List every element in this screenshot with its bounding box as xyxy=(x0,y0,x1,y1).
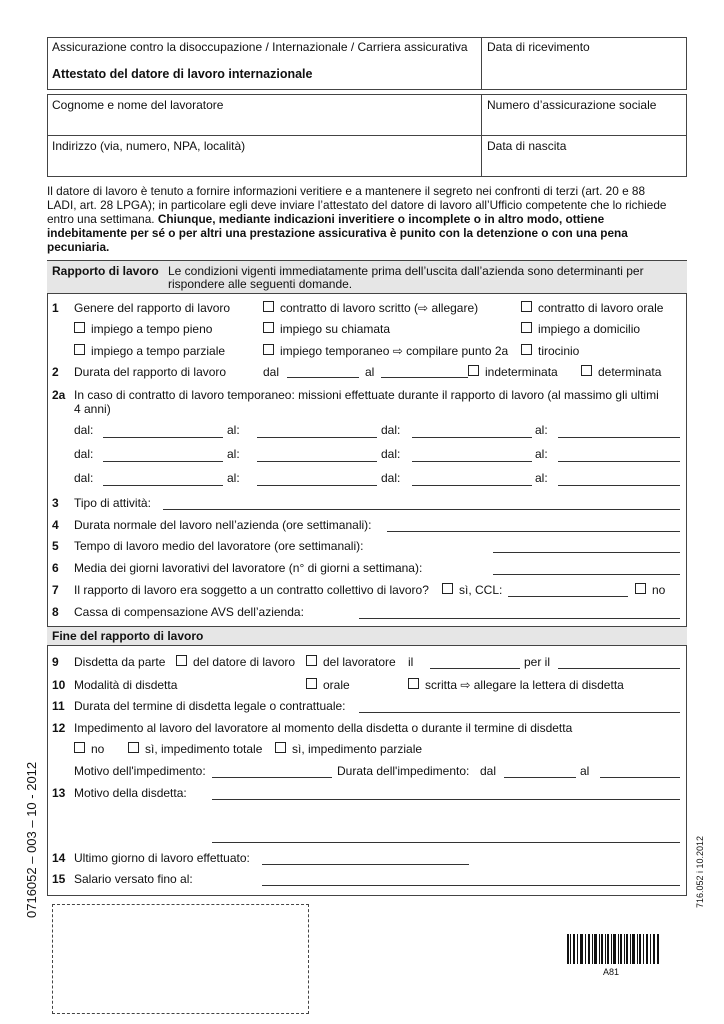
q2-to-input[interactable] xyxy=(381,377,468,378)
ccl-name-input[interactable] xyxy=(508,596,628,597)
q13-number: 13 xyxy=(52,786,66,800)
checkbox-written-termination[interactable] xyxy=(408,678,419,689)
q2a-to-label: al: xyxy=(535,447,548,461)
checkbox-oral-contract[interactable] xyxy=(521,301,532,312)
q3-number: 3 xyxy=(52,496,59,510)
q5-number: 5 xyxy=(52,539,59,553)
stamp-area[interactable] xyxy=(52,904,309,1014)
q10-label: Modalità di disdetta xyxy=(74,678,178,692)
birthdate-field[interactable]: Data di nascita xyxy=(487,139,567,153)
q1-opt-temporary: impiego temporaneo ⇨ compilare punto 2a xyxy=(280,344,509,358)
checkbox-parttime[interactable] xyxy=(74,344,85,355)
checkbox-fulltime[interactable] xyxy=(74,322,85,333)
q11-label: Durata del termine di disdetta legale o contrattuale: xyxy=(74,699,346,713)
q2-opt-definite: determinata xyxy=(598,365,662,379)
q6-label: Media dei giorni lavorativi del lavoratore (n° di giorni a settimana): xyxy=(74,561,423,575)
last-workday-input[interactable] xyxy=(262,864,469,865)
impediment-from-input[interactable] xyxy=(504,777,576,778)
checkbox-oral-termination[interactable] xyxy=(306,678,317,689)
q7-number: 7 xyxy=(52,583,59,597)
q2a-to-input[interactable] xyxy=(257,461,377,462)
q10-number: 10 xyxy=(52,678,66,692)
q2a-to-label: al: xyxy=(227,447,240,461)
q2a-from-label: dal: xyxy=(381,423,401,437)
q2-from-label: dal xyxy=(263,365,280,379)
q2-from-input[interactable] xyxy=(287,377,359,378)
q2-label: Durata del rapporto di lavoro xyxy=(74,365,227,379)
q12-duration-label: Durata dell'impedimento: xyxy=(337,764,470,778)
form-subtitle: Assicurazione contro la disoccupazione / Internazionale / Carriera assicurativa xyxy=(52,40,468,54)
q1-opt-apprentice: tirocinio xyxy=(538,344,580,358)
intro-line-2: LADI, art. 28 LPGA); in particolare egli deve inviare l’attestato del datore di lavoro all’Ufficio competente che lo richiede xyxy=(47,198,667,212)
q2-number: 2 xyxy=(52,365,59,379)
q2a-from-label: dal: xyxy=(74,447,94,461)
section-termination-title: Fine del rapporto di lavoro xyxy=(52,629,204,643)
q7-yes-label: sì, CCL: xyxy=(459,583,503,597)
q1-opt-fulltime: impiego a tempo pieno xyxy=(91,322,213,336)
q2a-number: 2a xyxy=(52,388,66,402)
q2a-from-label: dal: xyxy=(381,471,401,485)
right-form-code: 716.052 i 10.2012 xyxy=(695,835,705,908)
average-days-input[interactable] xyxy=(493,574,680,575)
checkbox-impediment-total[interactable] xyxy=(128,742,139,753)
q2a-to-input[interactable] xyxy=(257,437,377,438)
termination-reason-input-2[interactable] xyxy=(212,842,680,843)
q2a-from-input[interactable] xyxy=(103,485,223,486)
q14-number: 14 xyxy=(52,851,66,865)
checkbox-home[interactable] xyxy=(521,322,532,333)
q2a-to-label: al: xyxy=(227,423,240,437)
q2a-line-1: In caso di contratto di lavoro temporaneo: missioni effettuate durante il rapporto di lavoro (al massimo gli ultimi xyxy=(74,388,659,402)
q11-number: 11 xyxy=(52,699,65,713)
worker-name-field[interactable]: Cognome e nome del lavoratore xyxy=(52,98,224,112)
q9-on-label: il xyxy=(408,655,414,669)
q1-opt-parttime: impiego a tempo parziale xyxy=(91,344,226,358)
q2a-to-label: al: xyxy=(535,471,548,485)
impediment-reason-input[interactable] xyxy=(212,777,332,778)
section-employment-desc-1: Le condizioni vigenti immediatamente prima dell’uscita dall’azienda sono determinanti per xyxy=(168,264,644,278)
q10-opt-written: scritta ⇨ allegare la lettera di disdetta xyxy=(425,678,624,692)
checkbox-employer-termination[interactable] xyxy=(176,655,187,666)
q12-opt-partial: sì, impedimento parziale xyxy=(292,742,423,756)
q6-number: 6 xyxy=(52,561,59,575)
activity-type-input[interactable] xyxy=(163,509,680,510)
q1-opt-oral: contratto di lavoro orale xyxy=(538,301,664,315)
q9-opt-worker: del lavoratore xyxy=(323,655,396,669)
salary-paid-until-input[interactable] xyxy=(262,885,680,886)
checkbox-definite[interactable] xyxy=(581,365,592,376)
checkbox-ccl-yes[interactable] xyxy=(442,583,453,594)
section-employment-desc-2: rispondere alle seguenti domande. xyxy=(168,277,353,291)
checkbox-ccl-no[interactable] xyxy=(635,583,646,594)
q8-label: Cassa di compensazione AVS dell’azienda: xyxy=(74,605,304,619)
q12-from-label: dal xyxy=(480,764,497,778)
q2a-from-input[interactable] xyxy=(103,461,223,462)
q4-number: 4 xyxy=(52,518,59,532)
intro-line-1: Il datore di lavoro è tenuto a fornire informazioni veritiere e a mantenere il segreto nei confronti di terzi (art. 20 e 88 xyxy=(47,184,646,198)
normal-hours-input[interactable] xyxy=(387,531,680,532)
checkbox-impediment-partial[interactable] xyxy=(275,742,286,753)
q1-opt-home: impiego a domicilio xyxy=(538,322,641,336)
intro-line-4: indebitamente per sé o per altri una prestazione assicurativa è punito con la detenzione o con una pena xyxy=(47,226,628,240)
q1-opt-oncall: impiego su chiamata xyxy=(280,322,391,336)
notice-period-input[interactable] xyxy=(359,712,680,713)
q8-number: 8 xyxy=(52,605,59,619)
checkbox-impediment-no[interactable] xyxy=(74,742,85,753)
q5-label: Tempo di lavoro medio del lavoratore (ore settimanali): xyxy=(74,539,364,553)
address-field[interactable]: Indirizzo (via, numero, NPA, località) xyxy=(52,139,246,153)
q7-label: Il rapporto di lavoro era soggetto a un contratto collettivo di lavoro? xyxy=(74,583,429,597)
q2-opt-indefinite: indeterminata xyxy=(485,365,558,379)
q12-number: 12 xyxy=(52,721,66,735)
q1-label: Genere del rapporto di lavoro xyxy=(74,301,231,315)
q9-for-label: per il xyxy=(524,655,551,669)
avs-fund-input[interactable] xyxy=(359,618,680,619)
q7-no-label: no xyxy=(652,583,666,597)
q14-label: Ultimo giorno di lavoro effettuato: xyxy=(74,851,250,865)
intro-line-3: entro una settimana. Chiunque, mediante indicazioni inveritiere o incomplete o in altro modo, ottiene xyxy=(47,212,605,226)
termination-effective-input[interactable] xyxy=(558,668,680,669)
q2a-from-input[interactable] xyxy=(412,485,532,486)
q4-label: Durata normale del lavoro nell’azienda (ore settimanali): xyxy=(74,518,372,532)
barcode xyxy=(567,934,659,964)
q15-label: Salario versato fino al: xyxy=(74,872,193,886)
q2a-to-label: al: xyxy=(227,471,240,485)
q10-opt-oral: orale xyxy=(323,678,350,692)
q2a-line-2: 4 anni) xyxy=(74,402,111,416)
q2a-to-input[interactable] xyxy=(558,437,680,438)
checkbox-indefinite[interactable] xyxy=(468,365,479,376)
q2a-from-label: dal: xyxy=(381,447,401,461)
q3-label: Tipo di attività: xyxy=(74,496,151,510)
q12-opt-total: sì, impedimento totale xyxy=(145,742,263,756)
q2-to-label: al xyxy=(365,365,375,379)
q15-number: 15 xyxy=(52,872,66,886)
q9-label: Disdetta da parte xyxy=(74,655,166,669)
q1-number: 1 xyxy=(52,301,59,315)
q2a-to-input[interactable] xyxy=(257,485,377,486)
q12-label: Impedimento al lavoro del lavoratore al momento della disdetta o durante il termine di disdetta xyxy=(74,721,573,735)
checkbox-worker-termination[interactable] xyxy=(306,655,317,666)
ssn-field[interactable]: Numero d’assicurazione sociale xyxy=(487,98,657,112)
form-title: Attestato del datore di lavoro internazionale xyxy=(52,67,313,81)
q2a-from-input[interactable] xyxy=(412,461,532,462)
section-employment-title: Rapporto di lavoro xyxy=(52,264,159,278)
q9-number: 9 xyxy=(52,655,59,669)
intro-line-5: pecuniaria. xyxy=(47,240,110,254)
q12-opt-no: no xyxy=(91,742,105,756)
impediment-to-input[interactable] xyxy=(600,777,680,778)
termination-date-input[interactable] xyxy=(430,668,520,669)
termination-reason-input-1[interactable] xyxy=(212,799,680,800)
checkbox-written-contract[interactable] xyxy=(263,301,274,312)
q2a-to-label: al: xyxy=(535,423,548,437)
checkbox-temporary[interactable] xyxy=(263,344,274,355)
q2a-to-input[interactable] xyxy=(558,485,680,486)
q12-reason-label: Motivo dell'impedimento: xyxy=(74,764,206,778)
q13-label: Motivo della disdetta: xyxy=(74,786,187,800)
q9-opt-employer: del datore di lavoro xyxy=(193,655,296,669)
q2a-to-input[interactable] xyxy=(558,461,680,462)
q12-to-label: al xyxy=(580,764,590,778)
barcode-label: A81 xyxy=(603,967,620,977)
date-received-label: Data di ricevimento xyxy=(487,40,590,54)
q2a-from-label: dal: xyxy=(74,423,94,437)
q2a-from-input[interactable] xyxy=(412,437,532,438)
left-form-code: 0716052 – 003 – 10 - 2012 xyxy=(24,761,39,918)
q2a-from-label: dal: xyxy=(74,471,94,485)
q1-opt-written: contratto di lavoro scritto (⇨ allegare) xyxy=(280,301,479,315)
q2a-from-input[interactable] xyxy=(103,437,223,438)
checkbox-oncall[interactable] xyxy=(263,322,274,333)
checkbox-apprentice[interactable] xyxy=(521,344,532,355)
average-hours-input[interactable] xyxy=(493,552,680,553)
